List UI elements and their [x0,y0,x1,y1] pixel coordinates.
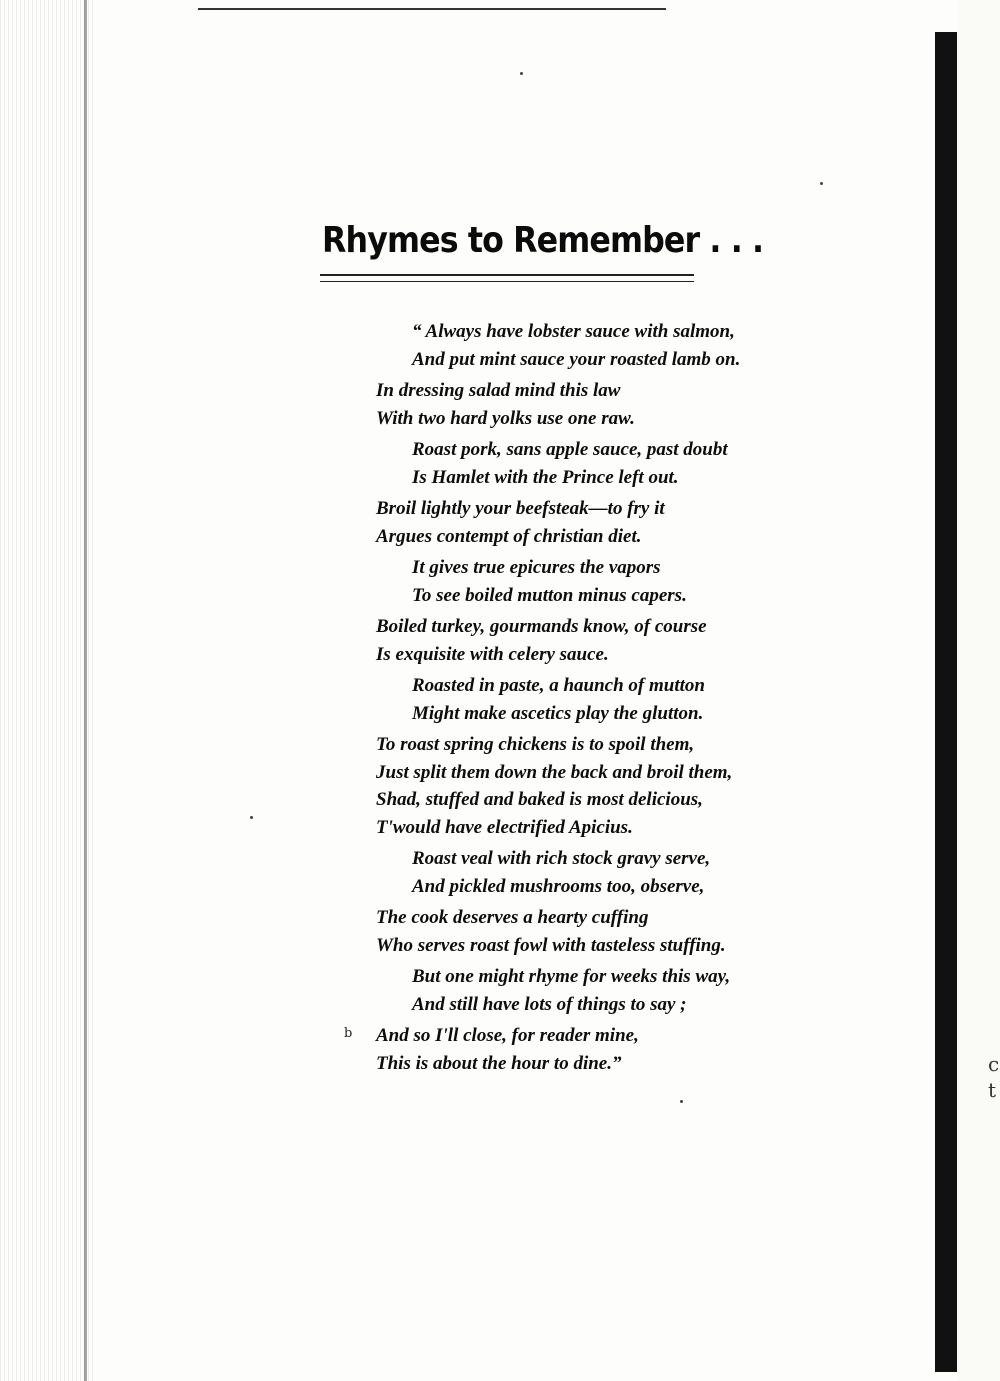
poem-line: Broil lightly your beefsteak—to fry it [376,498,665,519]
poem-line: Just split them down the back and broil them, [376,761,733,783]
page-binding-edge [0,0,96,1381]
stanza [376,904,906,959]
poem-line: Is Hamlet with the Prince left out. [412,466,679,488]
stanza [376,613,906,668]
poem-line: And put mint sauce your roasted lamb on. [412,348,741,370]
stanza [376,1022,906,1077]
poem-line: Roast pork, sans apple sauce, past doubt [412,439,728,460]
margin-mark: b [344,1026,353,1041]
stanza [376,963,906,1018]
scan-speck [820,182,823,185]
stanza [376,318,906,373]
stanza [376,731,906,841]
poem-line: T'would have electrified Apicius. [376,816,633,838]
poem-line: Might make ascetics play the glutton. [412,702,704,724]
poem-line: And still have lots of things to say ; [412,993,687,1015]
stanza [376,672,906,727]
poem-line: Shad, stuffed and baked is most delicious, [376,789,703,810]
scan-speck [250,816,253,819]
poem-line: Who serves roast fowl with tasteless stuffing. [376,934,726,956]
scan-speck [680,1100,683,1103]
poem-line: To roast spring chickens is to spoil them, [376,734,695,755]
title-underline [320,274,694,282]
stanza [376,845,906,900]
stanza [376,377,906,432]
stanza [376,495,906,550]
poem-line: Boiled turkey, gourmands know, of course [376,616,707,637]
poem-line: Is exquisite with celery sauce. [376,643,609,665]
poem-line: Roast veal with rich stock gravy serve, [412,848,711,869]
scan-speck [520,72,523,75]
page-title: Rhymes to Remember . . . [322,220,764,261]
top-rule [198,8,666,10]
poem-line: It gives true epicures the vapors [412,557,661,578]
poem-line: This is about the hour to dine.” [376,1052,622,1074]
poem [376,318,906,1081]
adjacent-page-strip [957,0,1000,1381]
poem-line: And pickled mushrooms too, observe, [412,875,705,897]
adjacent-page-letter: c [988,1052,1000,1076]
adjacent-page-letter: t [988,1078,997,1102]
poem-line: With two hard yolks use one raw. [376,407,635,429]
poem-line: To see boiled mutton minus capers. [412,584,687,606]
page-fold-shadow [935,32,957,1372]
stanza [376,554,906,609]
poem-line: And so I'll close, for reader mine, [376,1025,639,1046]
poem-line: “ Always have lobster sauce with salmon, [412,321,735,342]
stanza [376,436,906,491]
poem-line: But one might rhyme for weeks this way, [412,966,731,987]
poem-line: Roasted in paste, a haunch of mutton [412,675,705,696]
poem-line: In dressing salad mind this law [376,380,621,401]
poem-line: Argues contempt of christian diet. [376,525,642,547]
poem-line: The cook deserves a hearty cuffing [376,907,649,928]
